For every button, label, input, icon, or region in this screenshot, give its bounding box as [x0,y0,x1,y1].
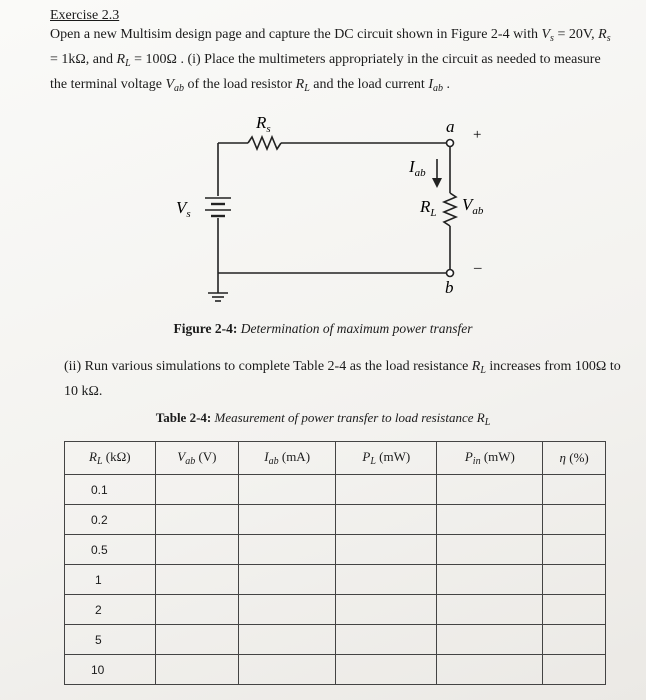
resistor-rl [444,193,456,226]
resistor-rs [248,137,281,149]
pin-cell[interactable] [437,655,543,685]
pl-cell[interactable] [336,535,437,565]
pin-cell[interactable] [437,565,543,595]
minus-sign: – [474,260,482,276]
pl-cell[interactable] [336,565,437,595]
rl-value: 2 [65,595,156,625]
pl-cell[interactable] [336,595,437,625]
efficiency-cell[interactable] [543,565,606,595]
measurement-table [64,441,606,685]
efficiency-cell[interactable] [543,475,606,505]
efficiency-cell[interactable] [543,625,606,655]
node-b-label: b [445,278,454,297]
pl-cell[interactable] [336,625,437,655]
pin-cell[interactable] [437,535,543,565]
pin-cell[interactable] [437,595,543,625]
rl-value: 10 [65,655,156,685]
vab-label: $V_{ab}$ [462,195,484,217]
node-a-terminal [447,140,454,147]
current-arrow-head [432,178,442,188]
vab-cell[interactable] [155,505,239,535]
table-row [65,505,606,535]
iab-cell[interactable] [239,655,336,685]
header-rl: $R_L$ (kΩ) [65,442,156,475]
exercise-title: Exercise 2.3 [50,8,120,23]
vab-cell[interactable] [155,475,239,505]
table-caption: Table 2-4: Measurement of power transfer to load resistance $R_L$ [155,410,491,428]
iab-cell[interactable] [239,475,336,505]
header-pl: $P_L$ (mW) [336,442,437,475]
pl-cell[interactable] [336,655,437,685]
table-row [65,475,606,505]
efficiency-cell[interactable] [543,535,606,565]
plus-sign: + [473,127,482,143]
rl-value: 0.1 [65,475,156,505]
efficiency-cell[interactable] [543,655,606,685]
vab-cell[interactable] [155,655,239,685]
pl-cell[interactable] [336,505,437,535]
circuit-diagram [0,0,646,320]
table-row [65,655,606,685]
pin-cell[interactable] [437,625,543,655]
iab-cell[interactable] [239,535,336,565]
vab-cell[interactable] [155,535,239,565]
rl-value: 0.5 [65,535,156,565]
iab-cell[interactable] [239,625,336,655]
vab-cell[interactable] [155,595,239,625]
exercise-instructions-part-i: Open a new Multisim design page and capture the DC circuit shown in Figure 2-4 with $V_s = 20V$, $R_s = 1k\Omega$, and $R_L = 100\Omega$ . (i) Place the multimeters appropriately in the circuit as needed to measure the terminal voltage $V_{ab}$ of the load resistor $R_L$ and the load current $I_{ab}$ . [50,27,611,94]
exercise-instructions-part-ii: (ii) Run various simulations to complete Table 2-4 as the load resistance $R_L$ increases from 100Ω to 10 kΩ. [64,359,621,399]
rs-label: $R_s$ [256,113,271,135]
iab-label: $I_{ab}$ [409,157,426,179]
table-row [65,535,606,565]
table-row [65,595,606,625]
node-b-terminal [447,270,454,277]
rl-label: $R_L$ [420,197,437,219]
header-pin: $P_{in}$ (mW) [437,442,543,475]
header-vab: $V_{ab}$ (V) [155,442,239,475]
iab-cell[interactable] [239,505,336,535]
pl-cell[interactable] [336,475,437,505]
rl-value: 5 [65,625,156,655]
header-iab: $I_{ab}$ (mA) [239,442,336,475]
pin-cell[interactable] [437,475,543,505]
table-row [65,565,606,595]
rl-value: 0.2 [65,505,156,535]
iab-cell[interactable] [239,565,336,595]
rl-value: 1 [65,565,156,595]
vab-cell[interactable] [155,625,239,655]
pin-cell[interactable] [437,505,543,535]
vs-label: $V_s$ [176,198,191,220]
iab-cell[interactable] [239,595,336,625]
efficiency-cell[interactable] [543,595,606,625]
node-a-label: a [446,117,455,136]
figure-caption: Figure 2-4: Determination of maximum power transfer [173,321,473,336]
table-header-row [65,442,606,475]
header-efficiency: η (%) [543,442,606,475]
efficiency-cell[interactable] [543,505,606,535]
vab-cell[interactable] [155,565,239,595]
table-row [65,625,606,655]
